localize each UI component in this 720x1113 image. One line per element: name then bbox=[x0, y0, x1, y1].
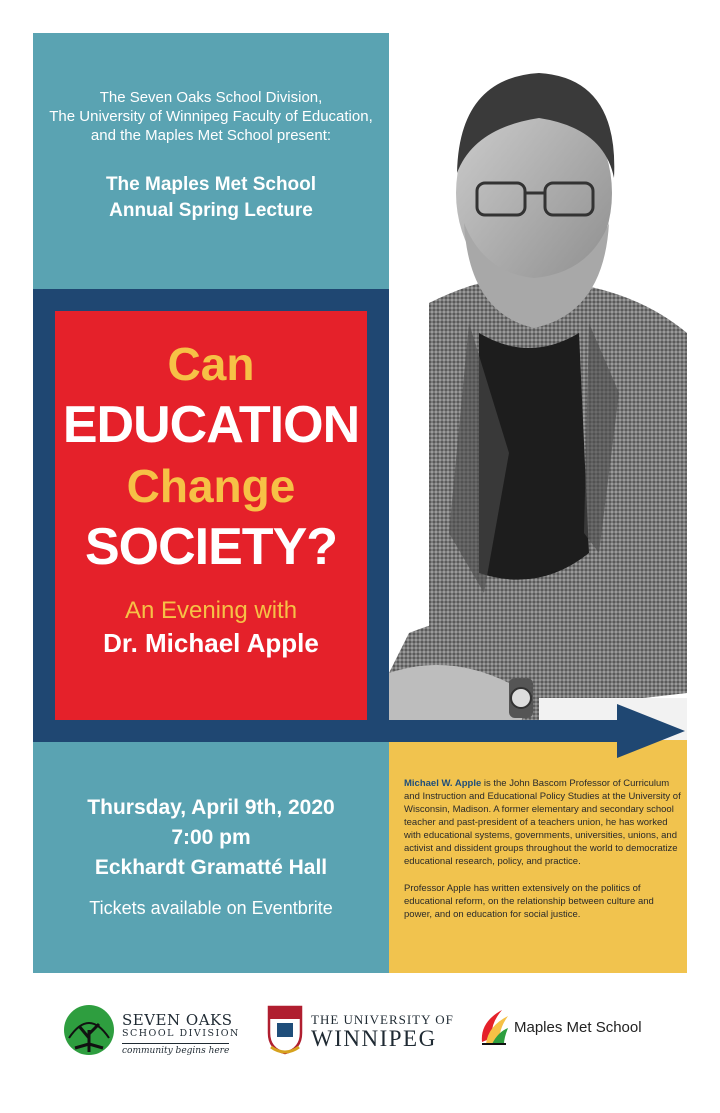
bio-name: Michael W. Apple bbox=[404, 778, 482, 789]
speaker-bio bbox=[404, 777, 682, 935]
seven-oaks-division: SCHOOL DIVISION bbox=[122, 1028, 240, 1039]
oak-tree-icon bbox=[63, 1004, 115, 1056]
intro-line: and the Maples Met School present: bbox=[90, 127, 332, 144]
headline bbox=[55, 334, 367, 660]
maples-met-swoosh-icon bbox=[478, 1008, 510, 1046]
event-venue: Eckhardt Gramatté Hall bbox=[94, 856, 328, 879]
bio-paragraph: Professor Apple has written extensively on the politics of educational reform, on the relationship between culture and power, and on education for social justice. bbox=[404, 883, 654, 920]
maples-met-name: Maples Met School bbox=[514, 1019, 642, 1036]
bio-text: is the John Bascom Professor of Curriculum and Instruction and Educational Policy Studies at the University of Wisconsin, Madison. A former elementary and secondary school teacher and past-president of a teachers union, he has worked with educational systems, governments, universities, unions, and activist and dissident groups throughout the world to democratize educational research, policy, and practice. bbox=[404, 778, 681, 867]
event-time: 7:00 pm bbox=[171, 826, 251, 849]
bio-paragraph bbox=[404, 777, 682, 868]
intro-line: The Seven Oaks School Division, bbox=[99, 89, 323, 106]
speaker-photo bbox=[389, 33, 687, 740]
headline-society: SOCIETY? bbox=[84, 518, 338, 576]
headline-can: Can bbox=[167, 338, 255, 390]
seven-oaks-tagline: community begins here bbox=[122, 1043, 229, 1057]
uwinnipeg-line1: THE UNIVERSITY OF bbox=[311, 1012, 454, 1027]
university-crest-icon bbox=[265, 1003, 305, 1055]
evening-with: An Evening with bbox=[124, 597, 298, 624]
speaker-name: Dr. Michael Apple bbox=[103, 628, 319, 658]
event-details bbox=[33, 793, 389, 921]
lecture-series-title bbox=[33, 172, 389, 224]
presenters-intro bbox=[33, 88, 389, 145]
seven-oaks-name: SEVEN OAKS bbox=[122, 1011, 233, 1029]
event-date: Thursday, April 9th, 2020 bbox=[87, 796, 335, 819]
headline-change: Change bbox=[126, 460, 296, 512]
series-line: The Maples Met School bbox=[105, 174, 317, 195]
tickets-info: Tickets available on Eventbrite bbox=[89, 898, 333, 918]
headline-education: EDUCATION bbox=[62, 396, 360, 454]
arrow-icon bbox=[367, 700, 687, 760]
speaker-portrait-icon bbox=[389, 33, 687, 740]
series-line: Annual Spring Lecture bbox=[109, 200, 313, 221]
intro-line: The University of Winnipeg Faculty of Education, bbox=[49, 108, 373, 125]
uwinnipeg-line2: WINNIPEG bbox=[311, 1026, 437, 1051]
